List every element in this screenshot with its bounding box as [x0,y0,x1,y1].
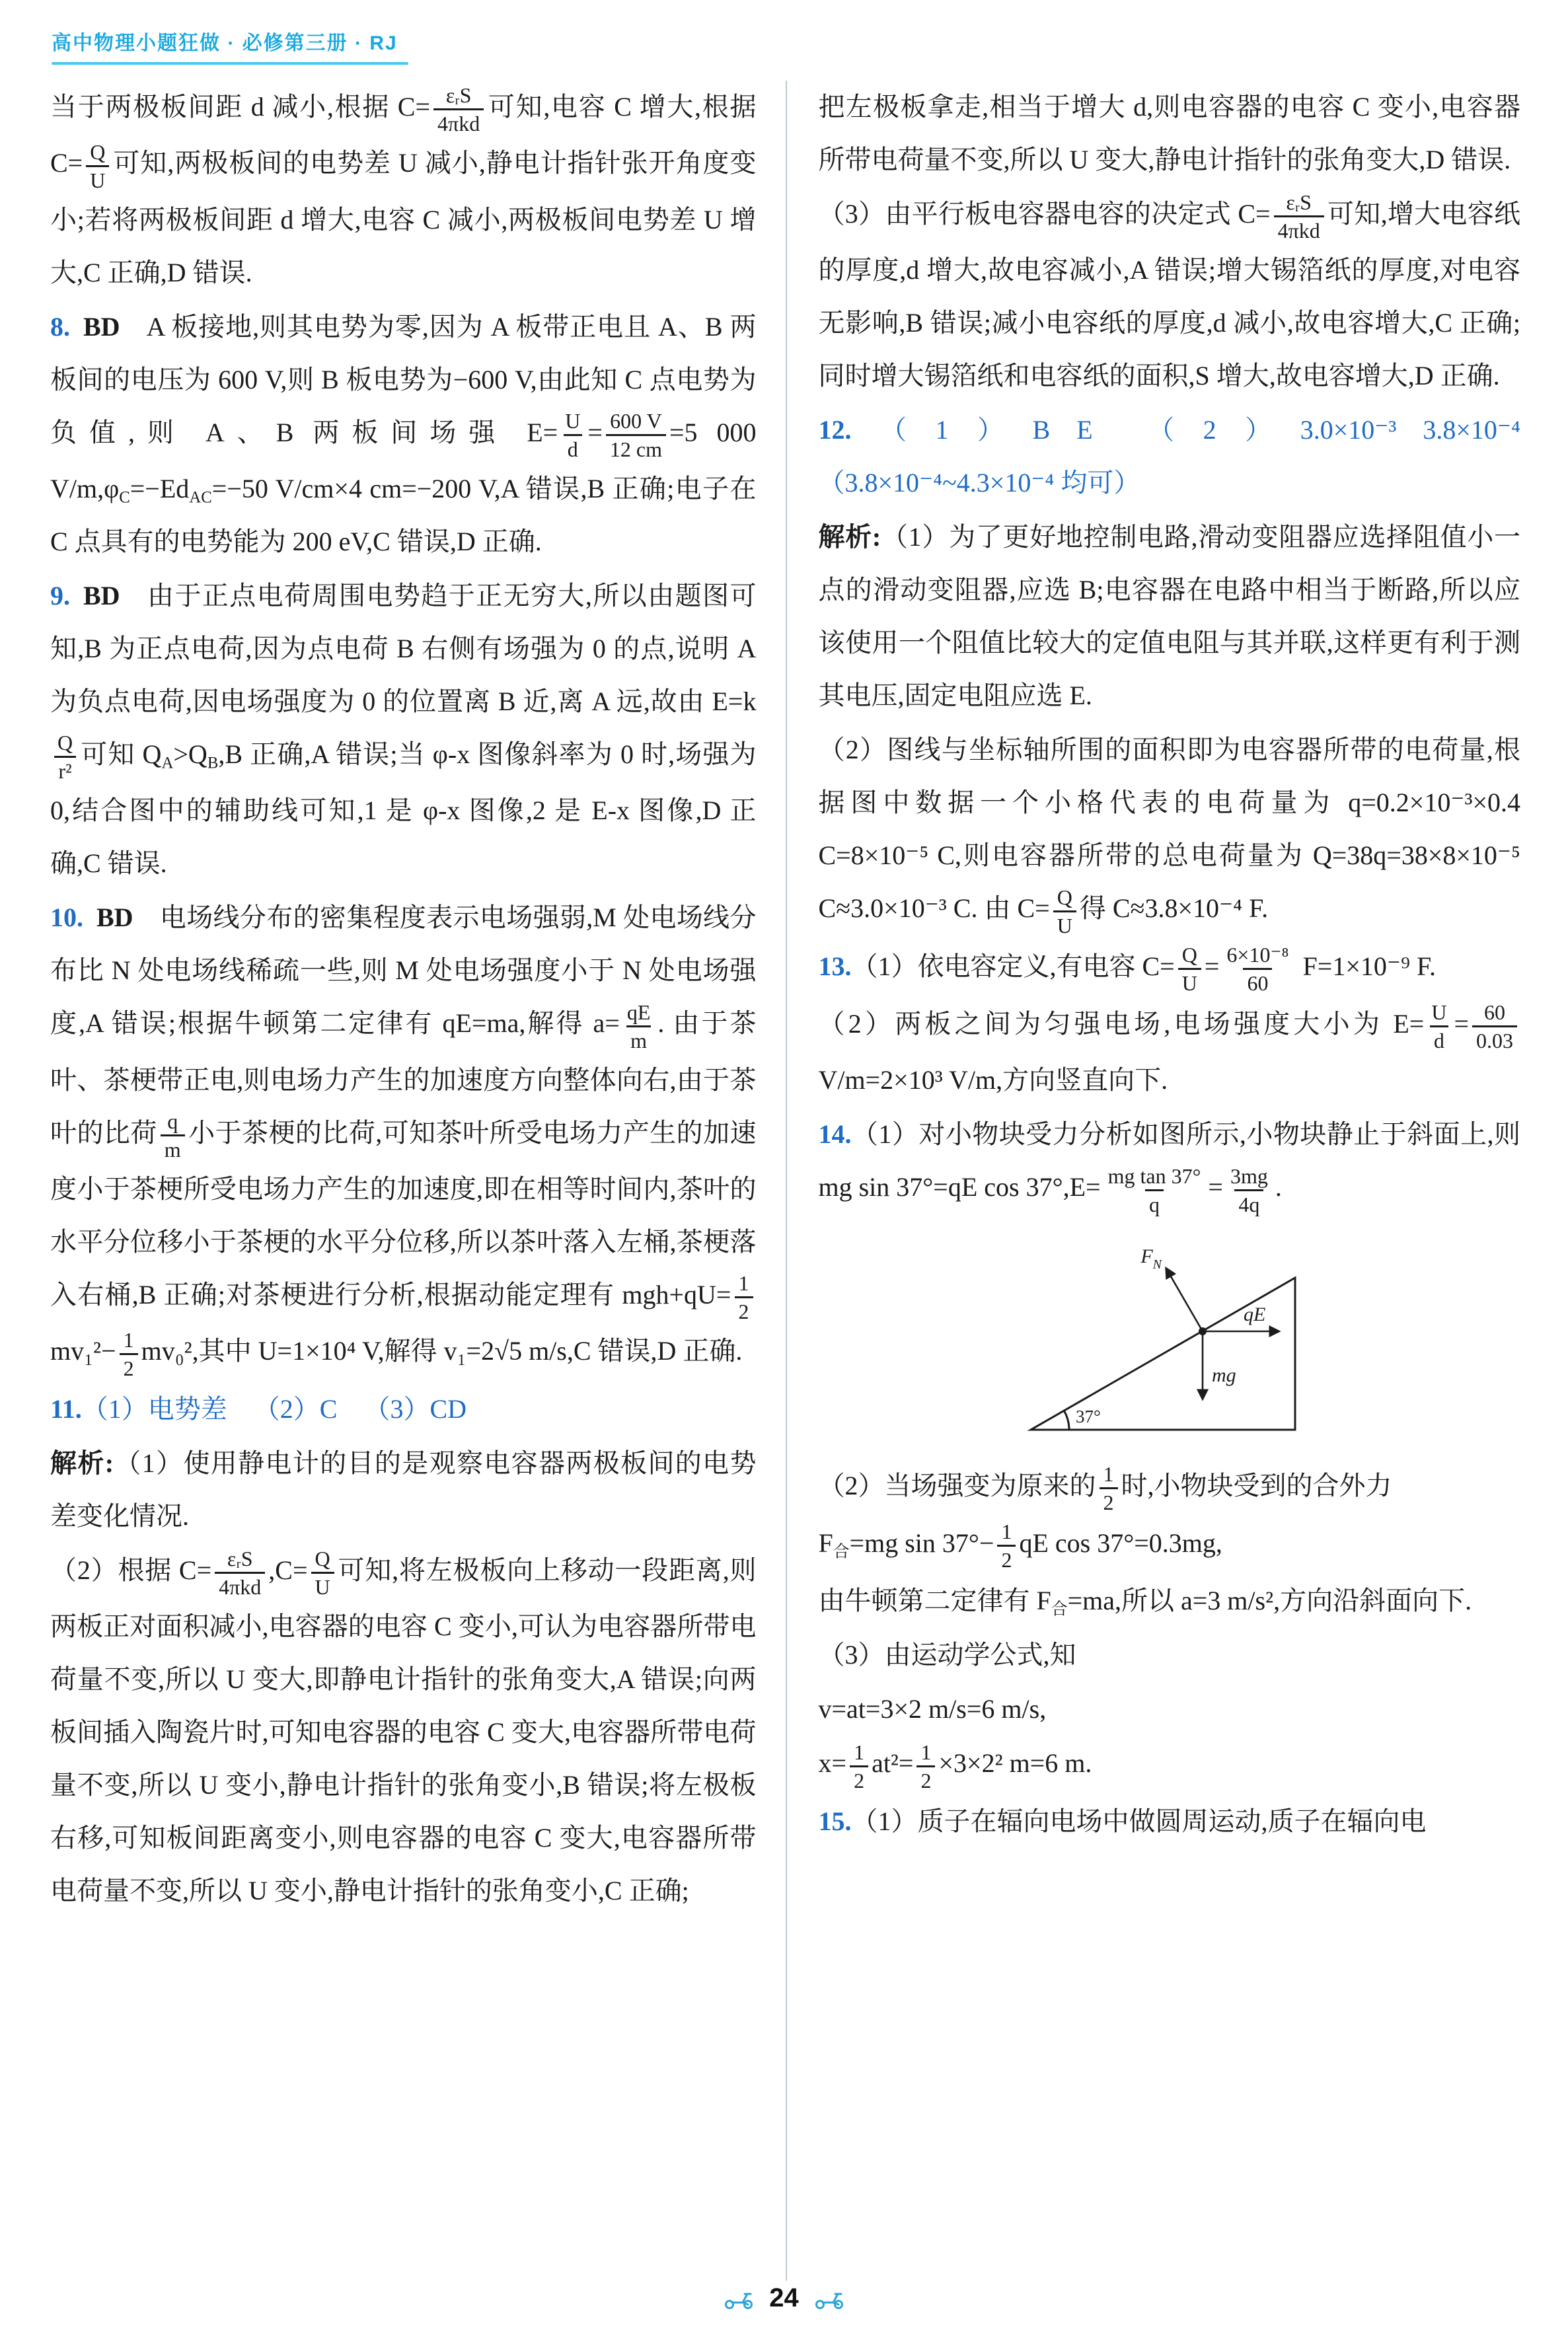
paragraph [819,940,1521,996]
text-run: （1）为了更好地控制电路,滑动变阻器应选择阻值小一点的滑动变阻器,应选 B;电容器在电路中相当于断路,所以应该使用一个阻值比较大的定值电阻与其并联,这样更有利于测其电压,固定电阻应选 E. [818,522,1520,711]
fraction: $\frac{Q}{U}$ [1178,941,1201,996]
paragraph [819,511,1521,722]
text-run: BD [70,580,120,610]
text-run: v=at=3×2 m/s=6 m/s, [818,1694,1047,1724]
fraction: $\frac{1}{2}$ [1100,1461,1118,1516]
fraction: $\frac{\text{εᵣS}}{\text{4πkd}}$ [433,82,484,137]
left-column [50,81,786,2281]
text-run: （1）对小物块受力分析如图所示,小物块静止于斜面上,则 mg sin 37°=qE cos 37°,E= $\frac{\text{mg tan 37°}}{q}$ = $\frac{3mg}{4q}$ . [818,1119,1520,1216]
text-run: 14. [818,1119,852,1150]
paragraph [50,1437,757,1543]
fraction: $\frac{1}{2}$ [850,1739,868,1794]
fraction: $\frac{Q}{U}$ [1053,884,1076,939]
two-column-content [50,81,1520,2281]
text-run: BD [83,903,133,933]
incline-force-diagram [819,1228,1521,1453]
scooter-icon-right [813,2287,845,2310]
fraction: $\frac{U}{d}$ [1427,999,1450,1054]
text-run: （3）由运动学公式,知 [818,1640,1076,1670]
text-run: （1）B E （2）3.0×10⁻³ 3.8×10⁻⁴（3.8×10⁻⁴~4.3×10⁻⁴ 均可） [818,415,1520,498]
fraction: $\frac{\text{mg tan 37°}}{q}$ [1107,1163,1201,1216]
angle-arc [1064,1411,1069,1430]
text-run: 当于两极板间距 d 减小,根据 C= $\frac{\text{εᵣS}}{\text{4πkd}}$ 可知,电容 C 增大,根据 C= $\frac{Q}{U}$ 可知,两极板间的电势差 U 减小,静电计指针张开角度变小;若将两极板间距 d 增大,电容 C 减小,两极板间电势差 U 增大,C 正确,D 错误. [50,83,757,287]
fraction: $\frac{Q}{U}$ [86,139,109,194]
paragraph [819,81,1521,186]
fraction: $\frac{q}{m}$ [161,1108,185,1163]
text-run: （2）两板之间为匀强电场,电场强度大小为 E= $\frac{U}{d}$ = $\frac{60}{0.03}$ V/m=2×10³ V/m,方向竖直向下. [819,1009,1521,1095]
paragraph [819,1629,1521,1681]
paragraph [819,188,1521,402]
text-run: （1）质子在辐向电场中做圆周运动,质子在辐向电 [851,1806,1427,1836]
paragraph [50,570,757,890]
fraction: $\frac{3mg}{4q}$ [1230,1163,1268,1216]
paragraph [819,1108,1521,1217]
electric-force-label: qE [1243,1303,1266,1325]
text-run: （1）使用静电计的目的是观察电容器两极板间的电势差变化情况. [50,1448,757,1531]
incline-triangle [1031,1278,1295,1430]
text-run: x= $\frac{1}{2}$ at²= $\frac{1}{2}$ ×3×2² m=6 m. [818,1740,1092,1792]
fraction: $\frac{\text{6×10⁻⁸}}{60}$ [1226,942,1289,995]
paragraph [50,891,757,1381]
text-run: 由于正点电荷周围电势趋于正无穷大,所以由题图可知,B 为正点电荷,因为点电荷 B 右侧有场强为 0 的点,说明 A 为负点电荷,因电场强度为 0 的位置离 B 近,离 A 远,故由 E=k $\frac{Q}{\text{r²}}$ 可知 $Q_A>Q_B,B$ 正确,A 错误;当 φ-x 图像斜率为 0 时,场强为 0,结合图中的辅助线可知,1 是 φ-x 图像,2 是 E-x 图像,D 正确,C 错误. [50,580,757,879]
paragraph [50,81,757,299]
normal-force-arrow [1166,1269,1203,1331]
paragraph [50,1544,757,1917]
incline-angle-label: 37° [1075,1406,1101,1426]
paragraph [819,404,1521,509]
text-run: 解析: [818,522,881,552]
fraction: $\frac{1}{2}$ [916,1739,935,1794]
fraction: $\frac{qE}{m}$ [626,1000,651,1052]
incline-diagram-svg [985,1228,1355,1453]
text-run: 9. [50,580,70,610]
paragraph [819,1574,1521,1627]
paragraph [819,1795,1521,1848]
text-run: A 板接地,则其电势为零,因为 A 板带正电且 A、B 两板间的电压为 600 V,则 B 板电势为−600 V,由此知 C 点电势为负值,则 A、B 两板间场强 E= $\frac{U}{d}$ = $\frac{600 V}{12 cm}$ =5 000 $V/m,\varphi_C=-Ed_{AC}=-50$ V/cm×4 cm=−200 V,A 错误,B 正确;电子在 C 点具有的电势能为 200 eV,C 错误,D 正确. [50,311,757,556]
paragraph [819,1737,1521,1793]
paragraph [50,301,757,568]
text-run: （2）根据 C= $\frac{\text{εᵣS}}{\text{4πkd}}$ ,C= $\frac{Q}{U}$ 可知,将左极板向上移动一段距离,则两板正对面积减小,电容器的电容 C 变小,可认为电容器所带电荷量不变,所以 U 变大,即静电计指针的张角变大,A 错误;向两板间插入陶瓷片时,可知电容器的电容 C 变大,电容器所带电荷量不变,所以 U 变小,静电计指针的张角变小,B 错误;将左极板右移,可知板间距离变小,则电容器的电容 C 变大,电容器所带电荷量不变,所以 U 变小,静电计指针的张角变小,C 正确; [50,1546,757,1905]
page-footer [0,2283,1568,2313]
text-run: （2）图线与坐标轴所围的面积即为电容器所带的电荷量,根据图中数据一个小格代表的电荷量为 q=0.2×10⁻³×0.4 C=8×10⁻⁵ C,则电容器所带的总电荷量为 Q=38q=38×8×10⁻⁵ C≈3.0×10⁻³ C. 由 C= $\frac{Q}{U}$ 得 C≈3.8×10⁻⁴ F. [818,735,1520,938]
header-underline [52,62,408,65]
text-run: （2）当场强变为原来的 $\frac{1}{2}$ 时,小物块受到的合外力 [818,1461,1392,1514]
text-run: BD [70,311,120,342]
book-title: 高中物理小题狂做 · 必修第三册 · RJ [52,32,398,54]
text-run: 由牛顿第二定律有 $F_合=ma$,所以 a=3 m/s²,方向沿斜面向下. [818,1586,1472,1619]
fraction: $\frac{600 V}{12 cm}$ [606,408,666,462]
paragraph [819,998,1521,1107]
fraction: $\frac{60}{0.03}$ [1472,999,1517,1054]
normal-force-label: $F_N$ [1140,1245,1162,1272]
text-run: 15. [818,1806,852,1836]
text-run: （1）电势差 （2）C （3）CD [81,1393,467,1424]
paragraph [50,1383,757,1436]
fraction: $\frac{1}{2}$ [997,1518,1016,1573]
right-column-top [819,81,1521,1218]
text-run: 电场线分布的密集程度表示电场强弱,M 处电场线分布比 N 处电场线稀疏一些,则 M 处电场强度小于 N 处电场强度,A 错误;根据牛顿第二定律有 qE=ma,解得 a= $\frac{qE}{m}$ . 由于茶叶、茶梗带正电,则电场力产生的加速度方向整体向右,由于茶叶的比荷 $\frac{q}{m}$ 小于茶梗的比荷,可知茶叶所受电场力产生的加速度小于茶梗所受电场力产生的加速度,即在相等时间内,茶叶的水平分位移小于茶梗的水平分位移,所以茶叶落入左桶,茶梗落入右桶,B 正确;对茶梗进行分析,根据动能定理有 mgh+qU= $\frac{1}{2}$ mv₁²− $\frac{1}{2}$ mv₀²,其中 U=1×10⁴ V,解得 v₁=2√5 m/s,C 错误,D 正确. [50,903,757,1380]
text-run: 8. [50,311,70,342]
fraction: $\frac{Q}{\text{r²}}$ [54,729,77,784]
paragraph [819,723,1521,938]
text-run: 13. [818,951,852,981]
fraction: $\frac{\text{εᵣS}}{\text{4πkd}}$ [1274,189,1324,244]
text-run: （1）依电容定义,有电容 C= $\frac{Q}{U}$ = $\frac{\text{6×10⁻⁸}}{60}$ F=1×10⁻⁹ F. [851,942,1436,995]
fraction: $\frac{U}{d}$ [561,408,584,462]
paragraph [819,1517,1521,1573]
fraction: $\frac{Q}{U}$ [311,1545,334,1600]
text-run: （3）由平行板电容器电容的决定式 C= $\frac{\text{εᵣS}}{\text{4πkd}}$ 可知,增大电容纸的厚度,d 增大,故电容减小,A 错误;增大锡箔纸的厚度,对电容无影响,B 错误;减小电容纸的厚度,d 减小,故电容增大,C 正确;同时增大锡箔纸和电容纸的面积,S 增大,故电容增大,D 正确. [818,190,1520,391]
scooter-icon-left [723,2287,755,2310]
text-run: 11. [50,1393,82,1424]
text-run: 把左极板拿走,相当于增大 d,则电容器的电容 C 变小,电容器所带电荷量不变,所以 U 变大,静电计指针的张角变大,D 错误. [818,92,1520,174]
fraction: $\frac{1}{2}$ [120,1327,138,1382]
text-run: 10. [50,903,83,933]
paragraph [819,1683,1521,1736]
right-column-bottom [819,1459,1521,1848]
fraction: $\frac{1}{2}$ [735,1270,753,1325]
fraction: $\frac{\text{εᵣS}}{\text{4πkd}}$ [215,1545,265,1600]
page-header [50,26,1520,65]
text-run: 解析: [50,1448,114,1478]
text-run: 12. [818,415,852,445]
block-dot [1199,1327,1207,1335]
gravity-label: mg [1211,1364,1236,1386]
right-column [786,81,1521,2281]
page-number: 24 [769,2283,799,2312]
text-run: $F_合=mg$ sin 37°− $\frac{1}{2}$ qE cos 37°=0.3mg, [818,1520,1222,1572]
paragraph [819,1459,1521,1516]
